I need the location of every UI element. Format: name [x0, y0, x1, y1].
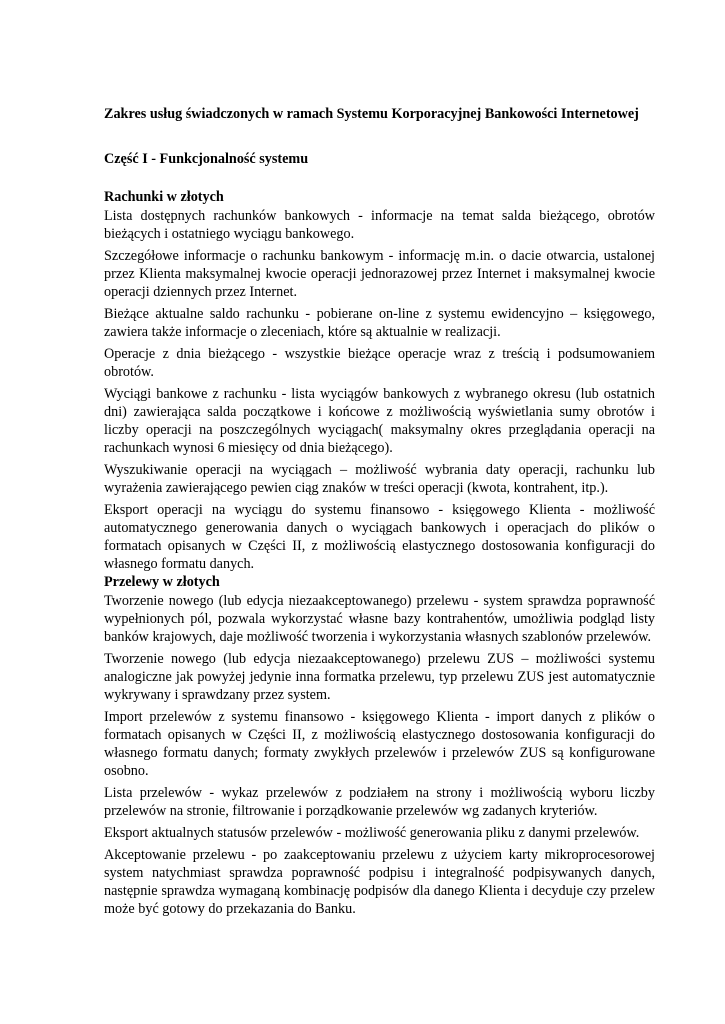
paragraph: Lista dostępnych rachunków bankowych - informacje na temat salda bieżącego, obrotów bieżących i ostatniego wyciągu bankowego. — [104, 208, 655, 242]
paragraph: Wyciągi bankowe z rachunku - lista wyciągów bankowych z wybranego okresu (lub ostatnich dni) zawierająca salda początkowe i końcowe z możliwością wyświetlania sumy obrotów i liczby operacji na poszczególnych wyciągach( maksymalny okres przeglądania operacji na rachunkach wynosi 6 miesięcy od dnia bieżącego). — [104, 386, 655, 456]
paragraph: Eksport aktualnych statusów przelewów - możliwość generowania pliku z danymi przelewów. — [104, 825, 640, 841]
section-przelewy — [104, 573, 655, 922]
paragraph: Szczegółowe informacje o rachunku bankowym - informację m.in. o dacie otwarcia, ustalonej przez Klienta maksymalnej kwocie operacji jednorazowej przez Internet i maksymalnej kwocie operacji dziennych przez Internet. — [104, 248, 655, 300]
paragraph: Wyszukiwanie operacji na wyciągach – możliwość wybrania daty operacji, rachunku lub wyrażenia zawierającego pewien ciąg znaków w treści operacji (kwota, kontrahent, itp.). — [104, 462, 655, 496]
section-heading: Rachunki w złotych — [104, 189, 224, 205]
part-title: Część I - Funkcjonalność systemu — [104, 151, 309, 167]
paragraph: Lista przelewów - wykaz przelewów z podziałem na strony i możliwością wyboru liczby przelewów na stronie, filtrowanie i porządkowanie przelewów wg zadanych kryteriów. — [104, 785, 655, 819]
document-title: Zakres usług świadczonych w ramach Systemu Korporacyjnej Bankowości Internetowej — [104, 106, 639, 122]
section-rachunki — [104, 188, 655, 577]
paragraph: Eksport operacji na wyciągu do systemu finansowo - księgowego Klienta - możliwość automatycznego generowania danych o wyciągach bankowych i operacjach do plików o formatach opisanych w Części II, z możliwością elastycznego dostosowania konfiguracji do własnego formatu danych. — [104, 502, 655, 572]
paragraph: Operacje z dnia bieżącego - wszystkie bieżące operacje wraz z treścią i podsumowaniem obrotów. — [104, 346, 655, 380]
paragraph: Akceptowanie przelewu - po zaakceptowaniu przelewu z użyciem karty mikroprocesorowej system natychmiast sprawdza poprawność podpisu i integralność podpisywanych danych, następnie sprawdza wymaganą kombinację podpisów dla danego Klienta i decyduje czy przelew może być gotowy do przekazania do Banku. — [104, 847, 655, 917]
paragraph: Tworzenie nowego (lub edycja niezaakceptowanego) przelewu ZUS – możliwości systemu analogiczne jak powyżej jedynie inna formatka przelewu, typ przelewu ZUS jest automatycznie wykrywany i sprawdzany przez system. — [104, 651, 655, 703]
paragraph: Import przelewów z systemu finansowo - księgowego Klienta - import danych z plików o formatach opisanych w Części II, z możliwością elastycznego dostosowania konfiguracji do własnego formatu danych; formaty zwykłych przelewów i przelewów ZUS są konfigurowane osobno. — [104, 709, 655, 779]
section-heading: Przelewy w złotych — [104, 574, 220, 590]
paragraph: Tworzenie nowego (lub edycja niezaakceptowanego) przelewu - system sprawdza poprawność wypełnionych pól, pozwala wykorzystać własne bazy kontrahentów, umożliwia podgląd listy banków krajowych, daje możliwość tworzenia i wykorzystania własnych szablonów przelewów. — [104, 593, 655, 645]
paragraph: Bieżące aktualne saldo rachunku - pobierane on-line z systemu ewidencyjno – księgowego, zawiera także informacje o zleceniach, które są aktualnie w realizacji. — [104, 306, 655, 340]
